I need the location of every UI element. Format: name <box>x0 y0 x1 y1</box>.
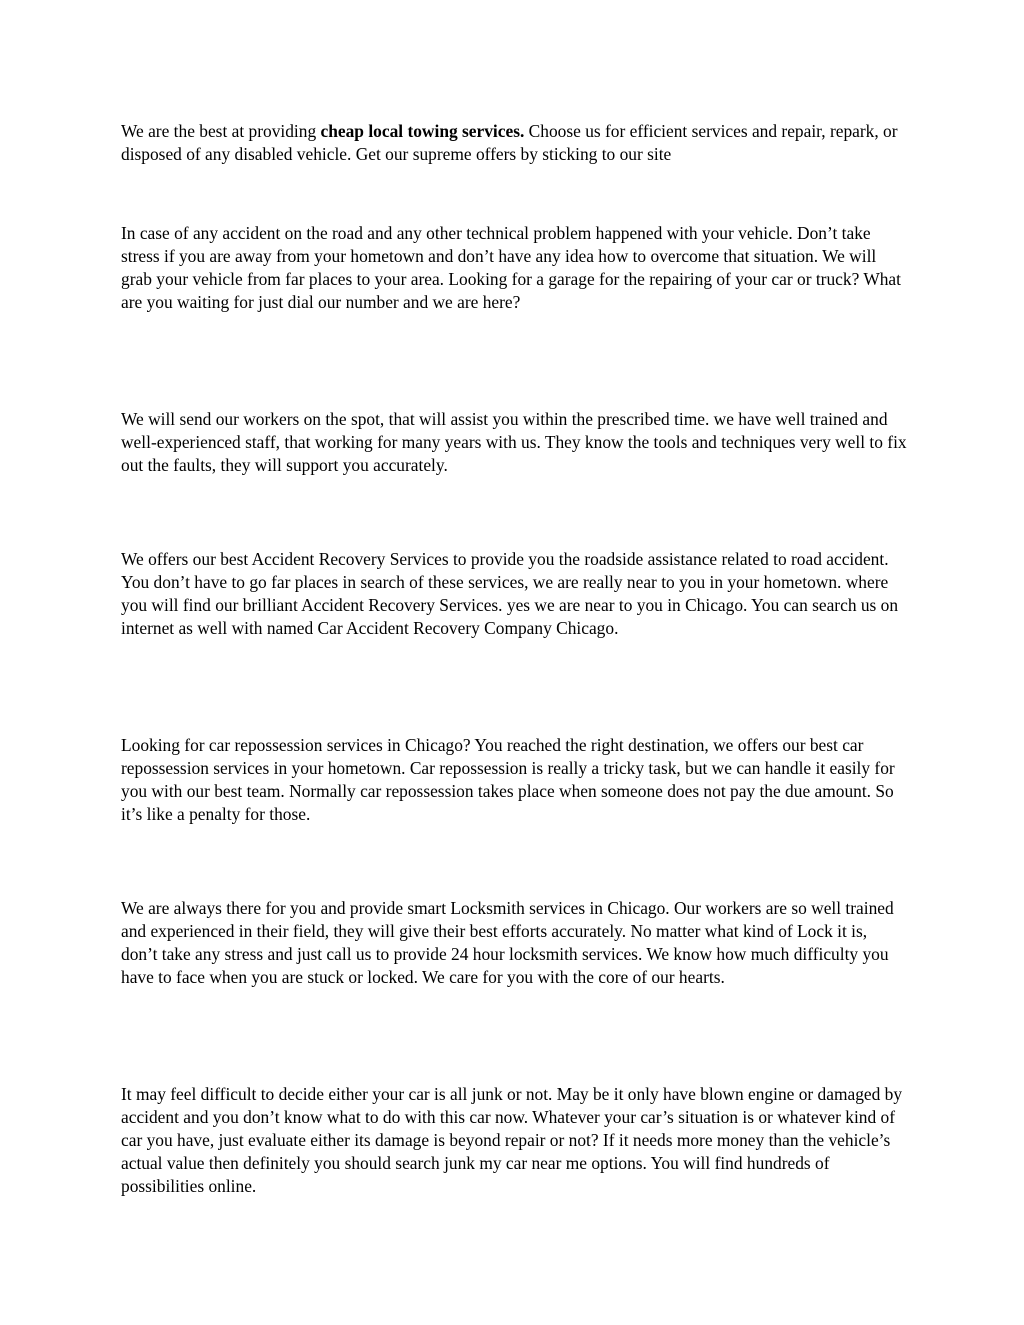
paragraph-accident-recovery: We offers our best Accident Recovery Services to provide you the roadside assistance related to road accident. You don’t have to go far places in search of these services, we are really near to you in your hometown. where you will find our brilliant Accident Recovery Services. yes we are near to you in Chicago. You can search us on internet as well with named Car Accident Recovery Company Chicago. <box>121 549 899 638</box>
paragraph-workers: We will send our workers on the spot, that will assist you within the prescribed time. we have well trained and well-experienced staff, that working for many years with us. They know the tools and techniques very well to fix out the faults, they will support you accurately. <box>121 409 907 475</box>
paragraph-towing-rest: Choose us for efficient services and repair, repark, or disposed of any disabled vehicle. Get our supreme offers by sticking to our site <box>121 121 898 164</box>
paragraph-towing-intro: We are the best at providing <box>121 121 321 141</box>
paragraph-junk-car: It may feel difficult to decide either your car is all junk or not. May be it only have blown engine or damaged by accident and you don’t know what to do with this car now. Whatever your car’s situation is or whatever kind of car you have, just evaluate either its damage is beyond repair or not? If it needs more money than the vehicle’s actual value then definitely you should search junk my car near me options. You will find hundreds of possibilities online. <box>121 1084 903 1196</box>
paragraph-repossession: Looking for car repossession services in Chicago? You reached the right destination, we offers our best car repossession services in your hometown. Car repossession is really a tricky task, but we can handle it easily for you with our best team. Normally car repossession takes place when someone does not pay the due amount. So it’s like a penalty for those. <box>121 735 895 824</box>
paragraph-locksmith: We are always there for you and provide smart Locksmith services in Chicago. Our workers are so well trained and experienced in their field, they will give their best efforts accurately. No matter what kind of Lock it is, don’t take any stress and just call us to provide 24 hour locksmith services. We know how much difficulty you have to face when you are stuck or locked. We care for you with the core of our hearts. <box>121 898 894 987</box>
towing-services-bold-phrase: cheap local towing services. <box>320 121 525 141</box>
paragraph-towing <box>121 120 907 166</box>
paragraph-accident-vehicle: In case of any accident on the road and any other technical problem happened with your vehicle. Don’t take stress if you are away from your hometown and don’t have any idea how to overcome that situation. We will grab your vehicle from far places to your area. Looking for a garage for the repairing of your car or truck? What are you waiting for just dial our number and we are here? <box>121 223 901 312</box>
